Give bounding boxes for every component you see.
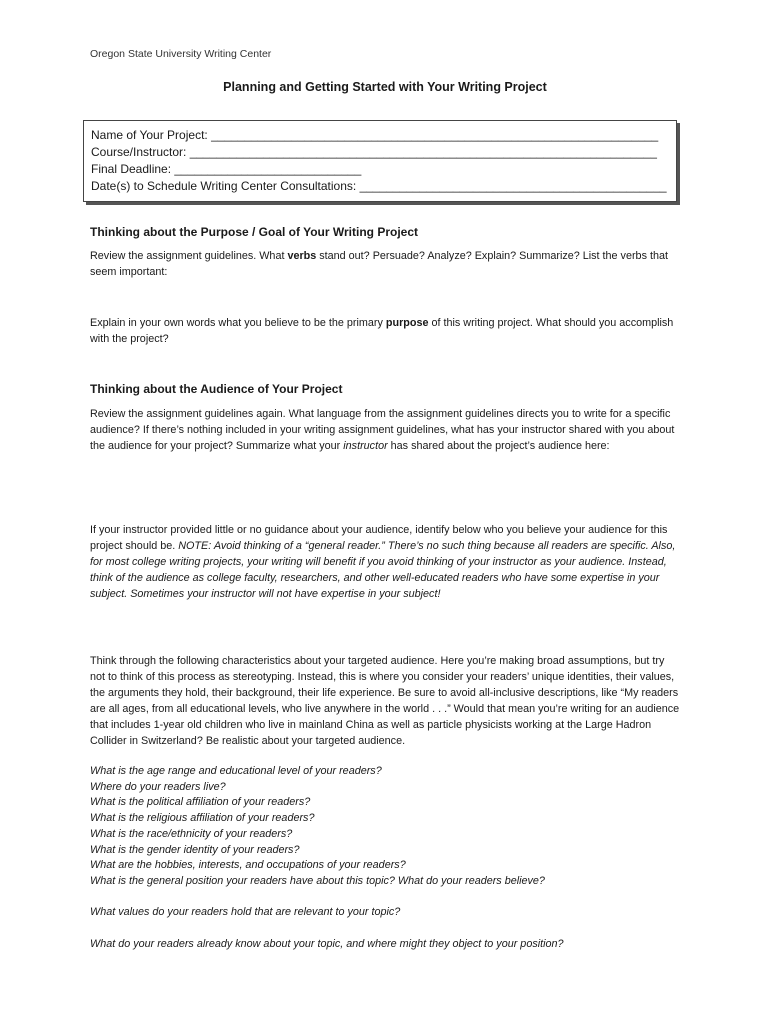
- final-deadline-field[interactable]: Final Deadline: ____________________________: [91, 162, 362, 176]
- list-item: What is the age range and educational level of your readers?: [90, 765, 382, 777]
- knowledge-question: What do your readers already know about your topic, and where might they object to your position?: [90, 938, 564, 950]
- list-item: What is the race/ethnicity of your readers?: [90, 827, 293, 840]
- values-question: What values do your readers hold that are relevant to your topic?: [90, 906, 401, 918]
- audience-guidelines-prompt: Review the assignment guidelines again. What language from the assignment guidelines directs you to write for a specific audience? If there’s nothing included in your writing assignment guidelines, what has your instructor shared with you about the audience for your project? Summarize what your instructor has shared about the project’s audience here:: [90, 408, 675, 452]
- audience-characteristics-prompt: Think through the following characteristics about your targeted audience. Here you’re making broad assumptions, but try not to think of this process as stereotyping. Instead, this is where you consider your readers’ unique identities, their values, the arguments they hold, their background, their life experience. Be sure to avoid all-inclusive descriptions, like “My readers are all ages, from all educational levels, who live anywhere in the world . . .” Would that mean you’re writing for an audience that includes 1-year old children who live in mainland China as well as particle physicists working at the Large Hadron Collider in Switzerland? Be realistic about your targeted audience.: [90, 655, 680, 747]
- list-item: What is the gender identity of your readers?: [90, 843, 300, 856]
- project-name-field[interactable]: Name of Your Project: ___________________________________________________________________: [91, 128, 659, 142]
- list-item: What are the hobbies, interests, and occupations of your readers?: [90, 859, 406, 872]
- audience-identify-prompt: If your instructor provided little or no guidance about your audience, identify below who you believe your audience for this project should be. NOTE: Avoid thinking of a “general reader.” There’s no such thing because all readers are specific. Also, for most college writing projects, your writing will benefit if you avoid thinking of your instructor as your audience. Instead, think of the audience as college faculty, researchers, and other well-educated readers who have some expertise in your subject. Sometimes your instructor will not have expertise in your subject!: [90, 524, 676, 600]
- course-instructor-field[interactable]: Course/Instructor: ______________________________________________________________________: [91, 145, 657, 159]
- list-item: What is the general position your readers have about this topic? What do your readers believe?: [90, 874, 545, 887]
- purpose-verbs-prompt: Review the assignment guidelines. What verbs stand out? Persuade? Analyze? Explain? Summarize? List the verbs that seem important:: [90, 250, 668, 278]
- purpose-heading: Thinking about the Purpose / Goal of Your Writing Project: [90, 225, 419, 239]
- project-info-box: [83, 120, 677, 202]
- purpose-explain-prompt: Explain in your own words what you believe to be the primary purpose of this writing project. What should you accomplish with the project?: [90, 317, 674, 345]
- list-item: What is the political affiliation of your readers?: [90, 796, 311, 809]
- list-item: Where do your readers live?: [90, 780, 226, 793]
- audience-heading: Thinking about the Audience of Your Project: [90, 382, 343, 396]
- page-header: Oregon State University Writing Center: [90, 48, 272, 60]
- audience-questions-list: [90, 764, 680, 890]
- consultation-dates-field[interactable]: Date(s) to Schedule Writing Center Consultations: ______________________________________________: [91, 179, 667, 193]
- list-item: What is the religious affiliation of your readers?: [90, 812, 315, 825]
- page-title: Planning and Getting Started with Your Writing Project: [223, 80, 547, 94]
